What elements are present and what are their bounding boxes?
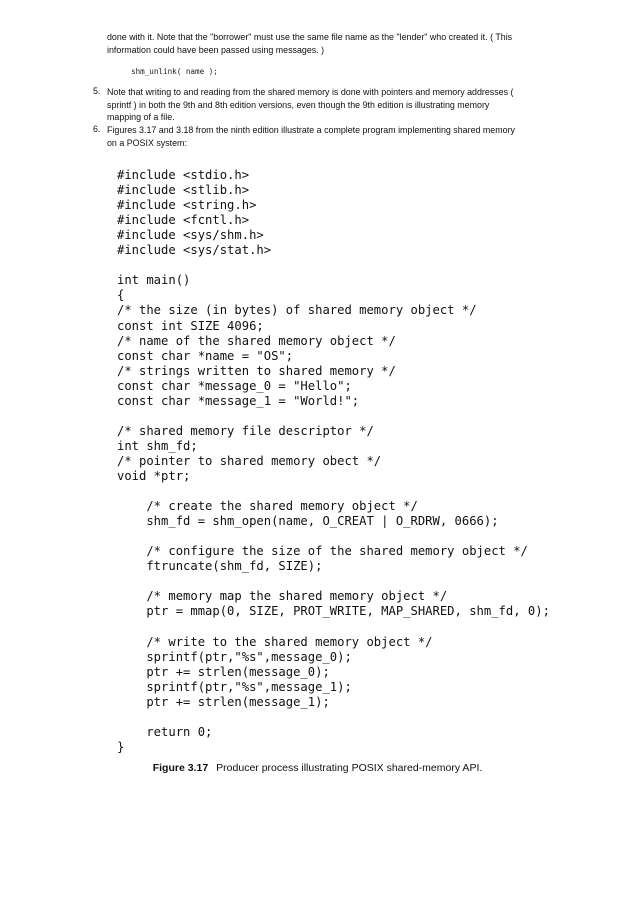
- code-line: #include <sys/stat.h>: [117, 243, 272, 258]
- code-line: shm_fd = shm_open(name, O_CREAT | O_RDRW, 0666);: [117, 514, 499, 529]
- item-6-text: [107, 124, 552, 149]
- code-line: const char *name = "OS";: [117, 348, 294, 363]
- item-line: Figures 3.17 and 3.18 from the ninth edition illustrate a complete program implementing shared memory: [107, 125, 515, 135]
- code-line: ptr += strlen(message_1);: [117, 694, 330, 709]
- code-line: sprintf(ptr,"%s",message_1);: [117, 679, 352, 694]
- code-line: #include <stdio.h>: [117, 168, 250, 182]
- intro-line: information could have been passed using messages. ): [107, 45, 325, 55]
- code-line: /* strings written to shared memory */: [117, 363, 396, 378]
- item-line: sprintf ) in both the 9th and 8th edition versions, even though the 9th edition is illustrating memory: [107, 99, 490, 110]
- code-line: #include <stlib.h>: [117, 183, 250, 198]
- code-line: #include <sys/shm.h>: [117, 228, 264, 243]
- code-line: {: [117, 288, 125, 303]
- figure-label: Figure 3.17: [152, 762, 209, 774]
- code-line: int main(): [117, 273, 191, 288]
- code-line: /* create the shared memory object */: [117, 499, 418, 514]
- code-line: int shm_fd;: [117, 438, 198, 453]
- code-line: /* write to the shared memory object */: [117, 634, 433, 649]
- code-line: /* memory map the shared memory object */: [117, 589, 448, 604]
- code-line: const char *message_0 = "Hello";: [117, 378, 352, 393]
- code-line: sprintf(ptr,"%s",message_0);: [117, 649, 352, 664]
- item-line: on a POSIX system:: [107, 137, 187, 148]
- code-line: void *ptr;: [117, 469, 191, 483]
- item-number-6: 6.: [93, 124, 101, 134]
- item-line: mapping of a file.: [107, 112, 175, 122]
- code-line: /* name of the shared memory object */: [117, 333, 396, 348]
- intro-line: done with it. Note that the "borrower" must use the same file name as the "lender" who created it. ( This: [107, 32, 513, 42]
- item-number-5: 5.: [93, 86, 101, 96]
- intro-paragraph: [107, 31, 555, 57]
- code-line: }: [117, 739, 125, 754]
- unlink-command: shm_unlink( name );: [131, 67, 218, 76]
- code-line: /* pointer to shared memory obect */: [117, 453, 382, 468]
- code-line: const int SIZE 4096;: [117, 318, 264, 333]
- code-line: /* shared memory file descriptor */: [117, 423, 374, 438]
- code-line: #include <fcntl.h>: [117, 213, 250, 228]
- item-5-text: [107, 86, 552, 124]
- code-line: /* configure the size of the shared memory object */: [117, 544, 528, 559]
- code-line: /* the size (in bytes) of shared memory object */: [117, 303, 477, 318]
- code-line: ptr = mmap(0, SIZE, PROT_WRITE, MAP_SHARED, shm_fd, 0);: [117, 604, 550, 619]
- figure-caption: [0, 762, 635, 774]
- code-line: ptr += strlen(message_0);: [117, 664, 330, 679]
- code-line: #include <string.h>: [117, 198, 257, 213]
- item-line: Note that writing to and reading from the shared memory is done with pointers and memory addresses (: [107, 87, 514, 97]
- code-line: return 0;: [117, 724, 213, 739]
- code-line: const char *message_1 = "World!";: [117, 393, 360, 408]
- code-line: ftruncate(shm_fd, SIZE);: [117, 559, 323, 574]
- figure-caption-text: Producer process illustrating POSIX shared-memory API.: [216, 762, 483, 774]
